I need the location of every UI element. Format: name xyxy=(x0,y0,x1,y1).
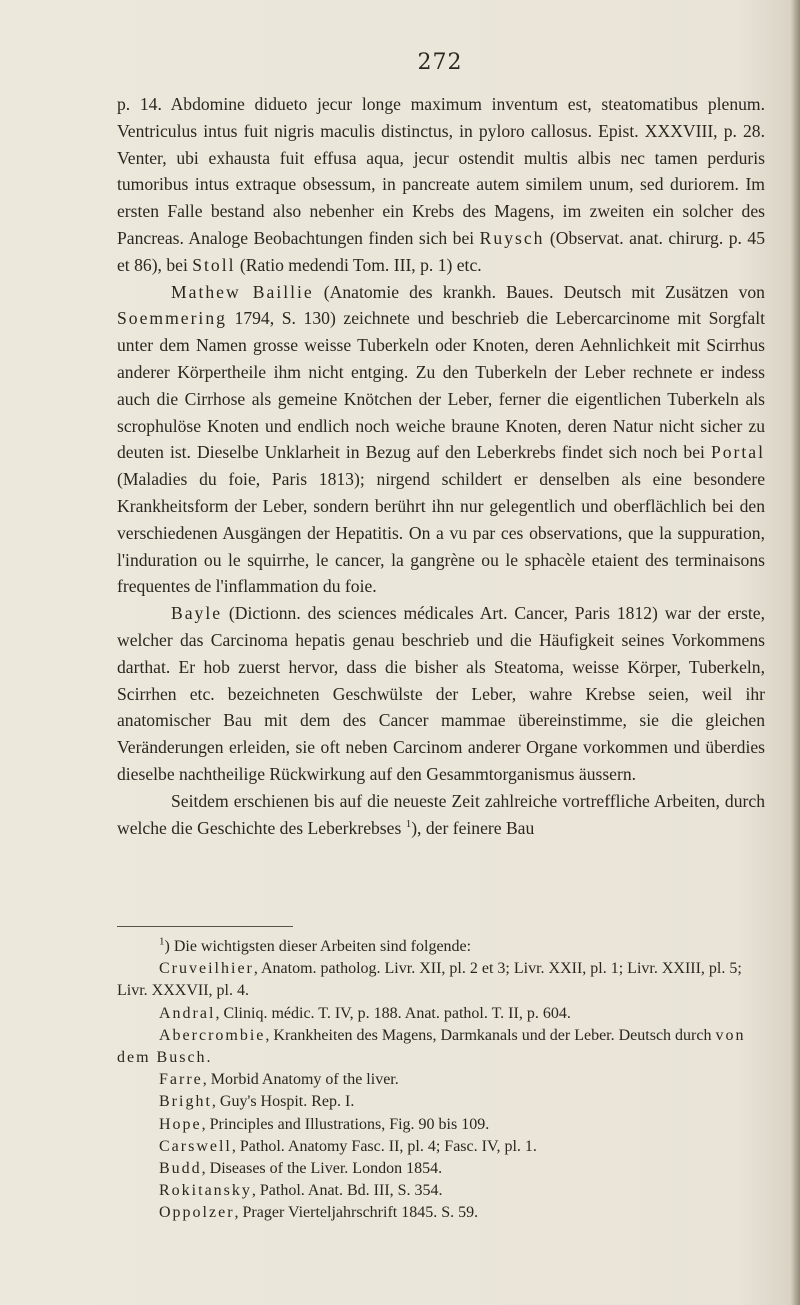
text-run: , Guy's Hospit. Rep. I. xyxy=(211,1093,355,1111)
footnote-rule xyxy=(117,926,293,927)
footnote-entry xyxy=(117,1158,765,1180)
paragraph xyxy=(117,600,765,788)
footnote-entry xyxy=(117,1091,765,1113)
author-name: Bayle xyxy=(171,603,223,624)
footnote-entry xyxy=(117,1180,765,1202)
footnote-entry xyxy=(117,1202,765,1224)
footnotes xyxy=(117,936,765,1225)
text-run: 1794, S. 130) zeichnete und beschrieb die Lebercarcinome mit Sorgfalt unter dem Namen grosse weisse Tuberkeln oder Knoten, deren Aehnlichkeit mit Scirrhus anderer Körpertheile ihm nicht entging. Zu den Tuberkeln der Leber rechnete er indess auch die Cirrhose als gemeine Knötchen der Leber, ferner die eigentlichen Tuberkeln als scrophulöse Knoten und endlich noch weiche braune Knoten, deren Natur nicht sicher zu deuten ist. Dieselbe Unklarheit in Bezug auf den Leberkrebs findet sich noch bei xyxy=(117,308,765,463)
text-run: p. 14. Abdomine didueto jecur longe maximum inventum est, steatomatibus plenum. Ventriculus intus fuit nigris maculis distinctus, in pyloro callosus. Epist. XXXVIII, p. 28. Venter, ubi exhausta fuit effusa aqua, jecur ostendit multis albis nec tamen perduris tumoribus intus extraque obsessum, in pancreate autem similem unum, sed duriorem. Im ersten Falle bestand also nebenher ein Krebs des Magens, im zweiten ein solcher des Pancreas. Analoge Beobachtungen finden sich bei xyxy=(117,94,765,248)
footnote-entry xyxy=(117,1136,765,1158)
text-run: ) Die wichtigsten dieser Arbeiten sind folgende: xyxy=(164,938,472,955)
page-number: 272 xyxy=(417,50,463,75)
text-run: (Ratio medendi Tom. III, p. 1) etc. xyxy=(235,254,482,275)
body-text xyxy=(117,91,765,841)
text-run: . xyxy=(206,1049,211,1067)
text-run: , Pathol. Anat. Bd. III, S. 354. xyxy=(251,1182,443,1200)
footnote-entry xyxy=(117,1069,765,1091)
author-name: Carswell xyxy=(159,1137,232,1155)
author-name: dem Busch xyxy=(117,1049,207,1067)
author-name: Oppolzer xyxy=(159,1204,235,1222)
footnote-entry xyxy=(117,1003,765,1025)
paragraph xyxy=(117,91,765,279)
author-name: Hope xyxy=(159,1115,202,1133)
footnote-entry xyxy=(117,1025,765,1069)
footnote-entry xyxy=(117,958,765,1002)
footnote-entry xyxy=(117,1114,765,1136)
author-name: Rokitansky xyxy=(159,1182,252,1200)
author-name: Ruysch xyxy=(479,227,545,248)
text-run: (Maladies du foie, Paris 1813); nirgend schildert er denselben als eine besondere Krankheitsform der Leber, sondern berührt ihn nur gelegentlich und oberflächlich bei den verschiedenen Ausgängen der Hepatitis. On a vu par ces observations, que la suppuration, l'induration ou le squirrhe, le cancer, la gangrène ou le sphacèle etaient des terminaisons frequentes de l'inflammation du foie. xyxy=(117,469,765,597)
text-run: (Observat. anat. chirurg. p. 45 et 86), bei xyxy=(117,227,765,275)
author-name: von xyxy=(715,1026,746,1044)
footnote-marker: 1 xyxy=(405,817,412,830)
author-name: Budd xyxy=(159,1160,202,1178)
footnote-marker: 1 xyxy=(159,935,165,948)
author-name: Andral xyxy=(159,1004,216,1022)
paragraph xyxy=(117,279,765,601)
text-run: , Krankheiten des Magens, Darmkanals und der Leber. Deutsch durch xyxy=(265,1026,716,1044)
text-run: , Morbid Anatomy of the liver. xyxy=(202,1071,399,1089)
author-name: Soemmering xyxy=(117,308,227,329)
author-name: Farre xyxy=(159,1071,203,1089)
author-name: Abercrombie xyxy=(159,1026,266,1044)
footnote-entry xyxy=(117,936,765,958)
text-run: , Principles and Illustrations, Fig. 90 bis 109. xyxy=(201,1115,490,1133)
author-name: Mathew Baillie xyxy=(171,281,314,302)
text-run: ), der feinere Bau xyxy=(411,817,535,838)
author-name: Stoll xyxy=(192,254,236,275)
text-run: , Prager Vierteljahrschrift 1845. S. 59. xyxy=(234,1204,479,1222)
text-run: Seitdem erschienen bis auf die neueste Zeit zahlreiche vortreffliche Arbeiten, durch welche die Geschichte des Leberkrebses xyxy=(117,790,765,838)
text-run: (Dictionn. des sciences médicales Art. Cancer, Paris 1812) war der erste, welcher das Carcinoma hepatis genau beschrieb und die Häufigkeit seines Vorkommens darthat. Er hob zuerst hervor, dass die bisher als Steatoma, weisse Körper, Tuberkeln, Scirrhen etc. bezeichneten Geschwülste der Leber, wahre Krebse seien, weil ihr anatomischer Bau mit dem des Cancer mammae übereinstimme, sie die gleichen Veränderungen erleiden, sie oft neben Carcinom anderer Organe vorkommen und überdies dieselbe nachtheilige Rückwirkung auf den Gesammtorganismus äussern. xyxy=(117,603,765,784)
text-run: , Anatom. patholog. Livr. XII, pl. 2 et 3; Livr. XXII, pl. 1; Livr. XXIII, pl. 5; Livr. XXXVII, pl. 4. xyxy=(117,960,742,1000)
text-run: , Cliniq. médic. T. IV, p. 188. Anat. pathol. T. II, p. 604. xyxy=(215,1004,571,1022)
text-run: , Diseases of the Liver. London 1854. xyxy=(201,1160,443,1178)
paragraph xyxy=(117,788,765,842)
author-name: Portal xyxy=(710,442,765,463)
text-run: (Anatomie des krankh. Baues. Deutsch mit Zusätzen von xyxy=(313,281,765,302)
author-name: Cruveilhier xyxy=(159,960,254,978)
page-binding-shadow xyxy=(790,0,800,1305)
text-run: , Pathol. Anatomy Fasc. II, pl. 4; Fasc. IV, pl. 1. xyxy=(231,1137,537,1155)
author-name: Bright xyxy=(159,1093,212,1111)
